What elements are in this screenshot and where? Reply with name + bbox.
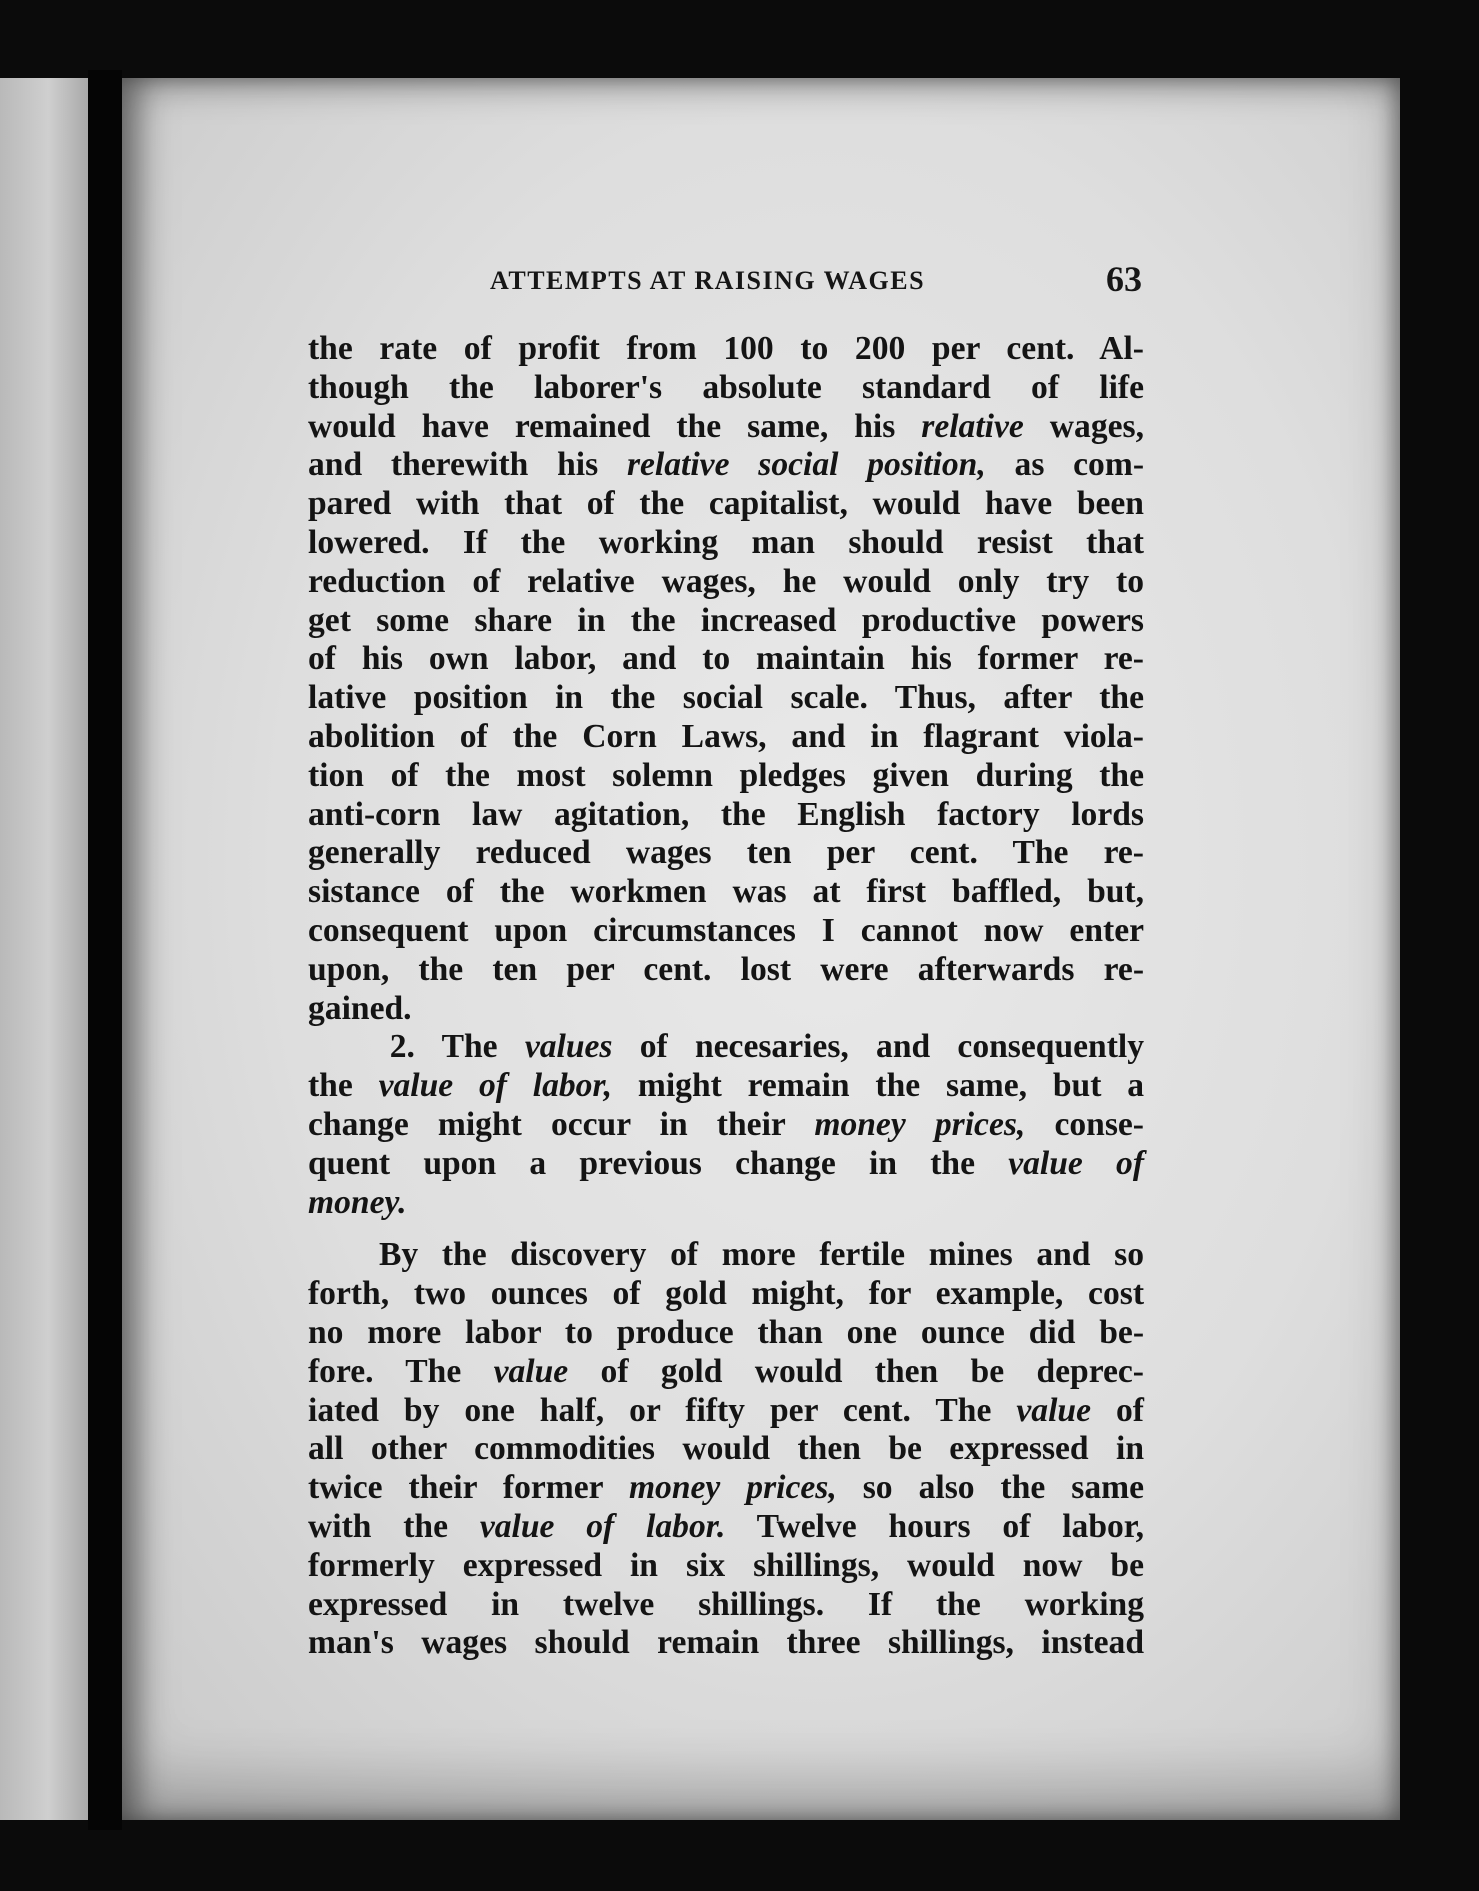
text-segment: lative position in the social scale. Thus, after the [308,679,1144,717]
text-line [308,1547,1144,1586]
text-segment: abolition of the Corn Laws, and in flagrant viola- [308,717,1144,755]
facing-page-edge [0,78,88,1820]
text-line [308,796,1144,835]
text-segment: twice their former [308,1469,629,1507]
text-line [308,446,1144,485]
text-segment: iated by one half, or fifty per cent. The [308,1391,1017,1429]
text-segment: of necesaries, and consequently [612,1028,1145,1066]
italic-segment: money prices, [814,1105,1026,1143]
text-line [308,834,1144,873]
text-line [308,640,1144,679]
text-segment: gained. [308,989,412,1027]
text-line [308,330,1144,369]
text-segment: sistance of the workmen was at first baffled, but, [308,873,1144,911]
text-line [308,1236,1144,1275]
text-line [308,718,1144,757]
running-title: ATTEMPTS AT RAISING WAGES [490,266,926,295]
text-line [308,1430,1144,1469]
text-segment: the rate of profit from 100 to 200 per cent. Al- [308,330,1144,367]
italic-segment: value [493,1352,569,1390]
text-segment: forth, two ounces of gold might, for example, cost [308,1275,1144,1313]
paragraph-gap [308,1222,1144,1236]
text-line [308,873,1144,912]
body-text [308,330,1144,1663]
text-line [308,990,1144,1029]
text-line [308,1392,1144,1431]
scan-border [1400,70,1479,1830]
text-line [308,1624,1144,1663]
text-line [308,1314,1144,1353]
text-line [308,757,1144,796]
text-line [308,1353,1144,1392]
text-line [308,602,1144,641]
text-segment: change might occur in their [308,1105,815,1143]
italic-segment: value [1016,1391,1091,1429]
text-segment: By the discovery of more fertile mines and so [308,1236,1144,1274]
text-line [308,1275,1144,1314]
text-line [308,1508,1144,1547]
text-segment: get some share in the increased productive powers [308,601,1144,639]
text-line [308,1145,1144,1184]
text-line [308,485,1144,524]
text-segment: wages, [1023,407,1144,445]
italic-segment: value of labor, [378,1067,613,1105]
italic-segment: value of [1008,1144,1145,1182]
running-head [490,259,1142,302]
text-segment: with the [308,1507,480,1545]
text-segment: all other commodities would then be expressed in [308,1430,1144,1468]
text-segment: of gold would then be deprec- [568,1352,1144,1390]
text-segment: tion of the most solemn pledges given during the [308,756,1144,794]
text-line [308,369,1144,408]
text-line [308,408,1144,447]
italic-segment: value of labor. [479,1507,726,1545]
text-line [308,1469,1144,1508]
text-segment: anti-corn law agitation, the English factory lords [308,795,1144,833]
text-segment: conse- [1025,1105,1144,1143]
text-line [308,524,1144,563]
italic-segment: money. [308,1183,407,1221]
text-line [308,1184,1144,1223]
text-segment: of [1090,1391,1144,1429]
italic-segment: relative [921,407,1024,445]
text-segment: so also the same [836,1469,1144,1507]
italic-segment: relative social position, [626,446,986,484]
text-segment: and therewith his [308,446,627,484]
text-line [308,1028,1144,1067]
text-line [308,912,1144,951]
text-segment: would have remained the same, his [308,407,922,445]
text-segment: fore. The [308,1352,494,1390]
text-segment: consequent upon circumstances I cannot now enter [308,911,1144,949]
text-line [308,1586,1144,1625]
book-gutter [88,70,122,1830]
text-segment: Twelve hours of labor, [725,1507,1145,1545]
text-segment: man's wages should remain three shillings, instead [308,1624,1144,1662]
text-line [308,563,1144,602]
text-line [308,1106,1144,1145]
text-segment: though the laborer's absolute standard of life [308,368,1144,406]
text-segment: pared with that of the capitalist, would have been [308,485,1144,523]
text-line [308,951,1144,990]
text-line [308,679,1144,718]
text-segment: upon, the ten per cent. lost were afterwards re- [308,950,1144,988]
text-segment: might remain the same, but a [612,1067,1145,1105]
text-segment: expressed in twelve shillings. If the working [308,1585,1144,1623]
page-number: 63 [1106,259,1142,299]
text-segment: 2. The [308,1028,525,1066]
text-segment: quent upon a previous change in the [308,1144,1009,1182]
italic-segment: values [524,1028,613,1066]
text-segment: of his own labor, and to maintain his former re- [308,640,1144,678]
text-segment: the [308,1067,379,1105]
text-segment: no more labor to produce than one ounce did be- [308,1313,1144,1351]
text-segment: formerly expressed in six shillings, would now be [308,1546,1144,1584]
text-segment: reduction of relative wages, he would only try to [308,562,1144,600]
text-segment: generally reduced wages ten per cent. The re- [308,834,1144,872]
text-segment: lowered. If the working man should resist that [308,523,1144,561]
text-segment: as com- [985,446,1144,484]
italic-segment: money prices, [628,1469,837,1507]
text-line [308,1067,1144,1106]
